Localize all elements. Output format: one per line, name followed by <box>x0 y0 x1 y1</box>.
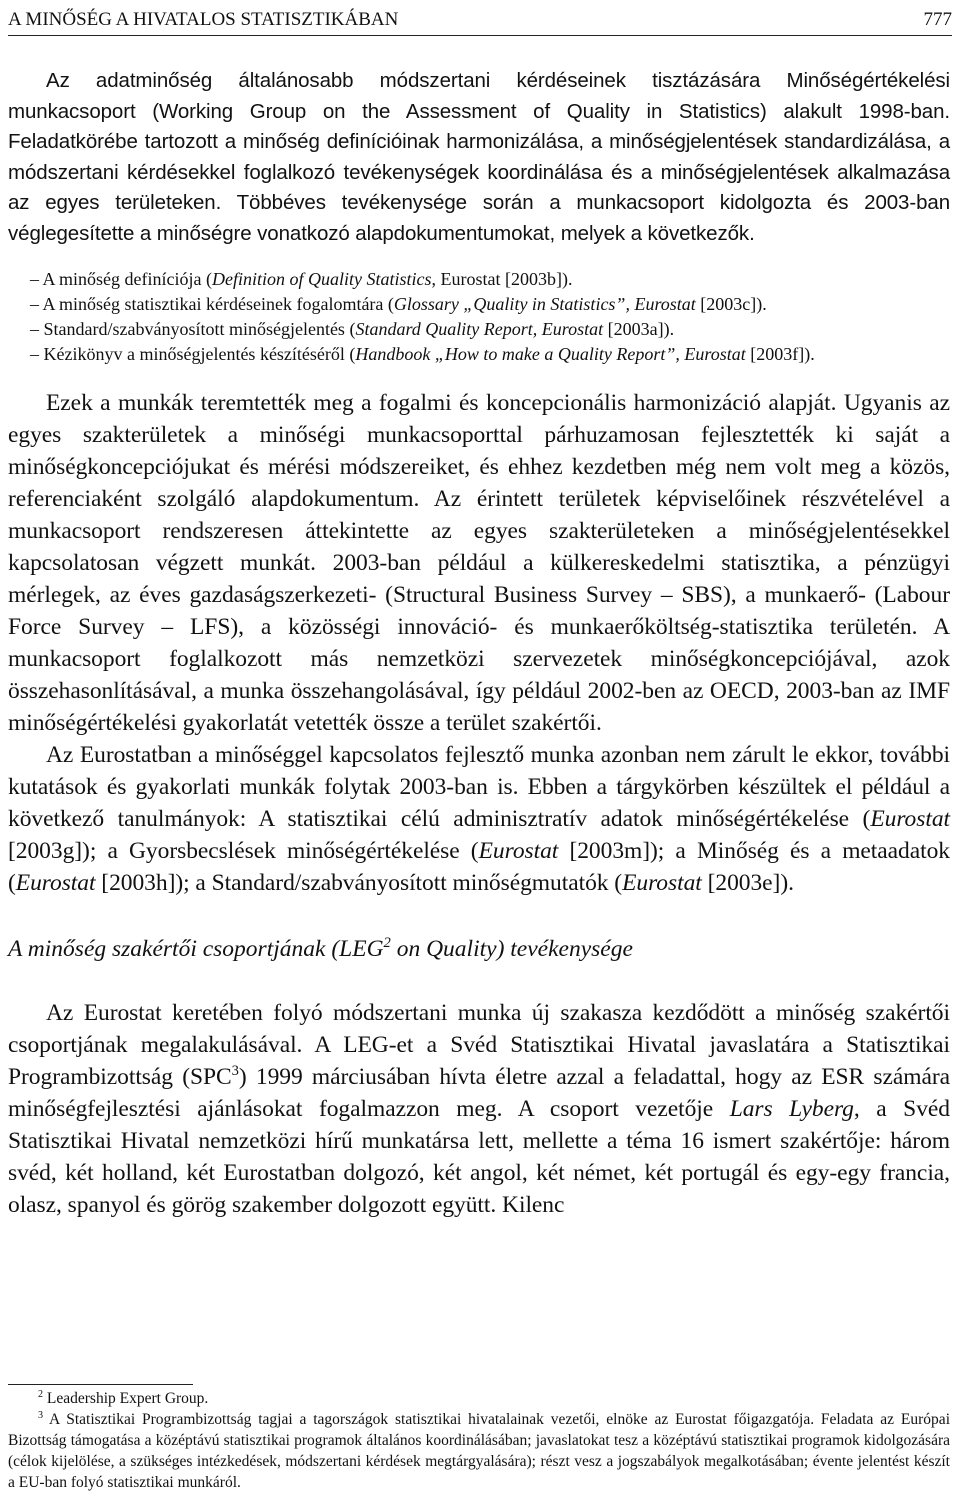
reference-title: Glossary „Quality in Statistics” <box>393 294 626 314</box>
body-paragraph: Az Eurostatban a minőséggel kapcsolatos fejlesztő munka azonban nem zárult le ekkor, további kutatások és gyakorlati munkák folytak 2003-ban is. Ebben a tárgykörben készültek el például a következő tanulmányok: A statisztikai célú adminisztratív adatok minőségértékelése (Eurostat [2003g]); a Gyorsbecslések minőségértékelése (Eurostat [2003m]); a Minőség és a metaadatok (Eurostat [2003h]); a Standard/szabványosított minőségmutatók (Eurostat [2003e]). <box>8 742 950 896</box>
footnote-number: 2 <box>38 1388 44 1400</box>
list-dash: – <box>30 294 39 314</box>
footnote-number: 3 <box>38 1409 44 1421</box>
reference-item: – Kézikönyv a minőségjelentés készítéséről (Handbook „How to make a Quality Report”, Eurostat [2003f]). <box>30 344 815 364</box>
body-paragraph: Ezek a munkák teremtették meg a fogalmi és koncepcionális harmonizáció alapját. Ugyanis az egyes szakterületek a minőségi munkacsoporttal párhuzamosan fejlesztették ki saját a minőségkoncepciójukat és mérési módszereiket, és ehhez kezdetben még nem volt meg a közös, referenciaként szolgáló alapdokumentum. Az érintett területek képviselőinek részvételével a munkacsoport rendszeresen áttekintette az egyes szakterületeken a minőségjelentésekkel kapcsolatosan végzett munkát. 2003-ban például a külkereskedelmi statisztika, a pénzügyi mérlegek, az éves gazdaságszerkezeti- (Structural Business Survey – SBS), a munkaerő- (Labour Force Survey – LFS), a közösségi innováció- és munkaerőköltség-statisztika területén. A munkacsoport foglalkozott más nemzetközi szervezetek minőségkoncepciójával, azok összehasonlításával, a munka összehangolásával, így például 2002-ben az OECD, 2003-ban az IMF minőségértékelési gyakorlatát vetették össze a terület szakértői. <box>8 390 950 736</box>
list-dash: – <box>30 269 39 289</box>
list-dash: – <box>30 319 39 339</box>
running-header <box>8 4 952 36</box>
footnote: $^2$ Leadership Expert Group. <box>38 1388 209 1407</box>
footnote-divider <box>8 1384 193 1385</box>
reference-item: – A minőség definíciója (Definition of Quality Statistics, Eurostat [2003b]). <box>30 269 573 289</box>
reference-list <box>8 267 950 367</box>
page-body <box>8 66 950 1221</box>
page-number: 777 <box>923 9 952 30</box>
person-name: Lars Lyberg <box>729 1096 854 1122</box>
list-dash: – <box>30 344 39 364</box>
footnote-ref: 2 <box>383 935 391 952</box>
footnote: $^3$ A Statisztikai Programbizottság tagjai a tagországok statisztikai hivatalainak vezetői, elnöke az Eurostat főigazgatója. Feladata az Európai Bizottság támogatása a középtávú statisztikai programok általános koordinálásában; javaslatokat tesz a középtávú statisztikai programok kidolgozására (célok kijelölése, a szükséges intézkedések, módszertani kérdések megtárgyalására); részt vesz a jogszabályok megalkotásában; évente jelentést készít a EU-ban folyó statisztikai munkáról. <box>8 1409 950 1491</box>
footnote-ref: 3 <box>231 1063 239 1080</box>
footnotes <box>8 1388 950 1493</box>
body-paragraph: Az Eurostat keretében folyó módszertani munka új szakasza kezdődött a minőség szakértői csoportjának megalakulásával. A LEG-et a Svéd Statisztikai Hivatal javaslatára a Statisztikai Programbizottság (SPC$^3$) 1999 márciusában hívta életre azzal a feladattal, hogy az ESR számára minőségfejlesztési ajánlásokat fogalmazzon meg. A csoport vezetője Lars Lyberg, a Svéd Statisztikai Hivatal nemzetközi hírű munkatársa lett, mellette a téma 16 ismert szakértője: három svéd, két holland, két Eurostatban dolgozó, két angol, két német, két portugál és egy-egy francia, olasz, spanyol és görög szakember dolgozott együtt. Kilenc <box>8 1000 950 1218</box>
reference-item: – Standard/szabványosított minőségjelentés (Standard Quality Report, Eurostat [2003a]). <box>30 319 675 339</box>
reference-item: – A minőség statisztikai kérdéseinek fogalomtára (Glossary „Quality in Statistics”, Eurostat [2003c]). <box>30 294 767 314</box>
running-title: A MINŐSÉG A HIVATALOS STATISZTIKÁBAN <box>8 9 399 30</box>
section-heading: A minőség szakértői csoportjának (LEG$^2$ on Quality) tevékenysége <box>8 935 633 962</box>
reference-title: Definition of Quality Statistics <box>211 269 432 289</box>
reference-title: Standard Quality Report <box>355 319 533 339</box>
reference-title: Handbook „How to make a Quality Report” <box>355 344 676 364</box>
intro-paragraph: Az adatminőség általánosabb módszertani kérdéseinek tisztázására Minőségértékelési munkacsoport (Working Group on the Assessment of Quality in Statistics) alakult 1998-ban. Feladatkörébe tartozott a minőség definícióinak harmonizálása, a minőségjelentések standardizálása, a módszertani kérdésekkel foglalkozó tevékenységek koordinálása és a minőségjelentések alkalmazása az egyes területeken. Többéves tevékenysége során a munkacsoport kidolgozta és 2003-ban véglegesítette a minőségre vonatkozó alapdokumentumokat, melyek a következők. <box>8 69 950 245</box>
